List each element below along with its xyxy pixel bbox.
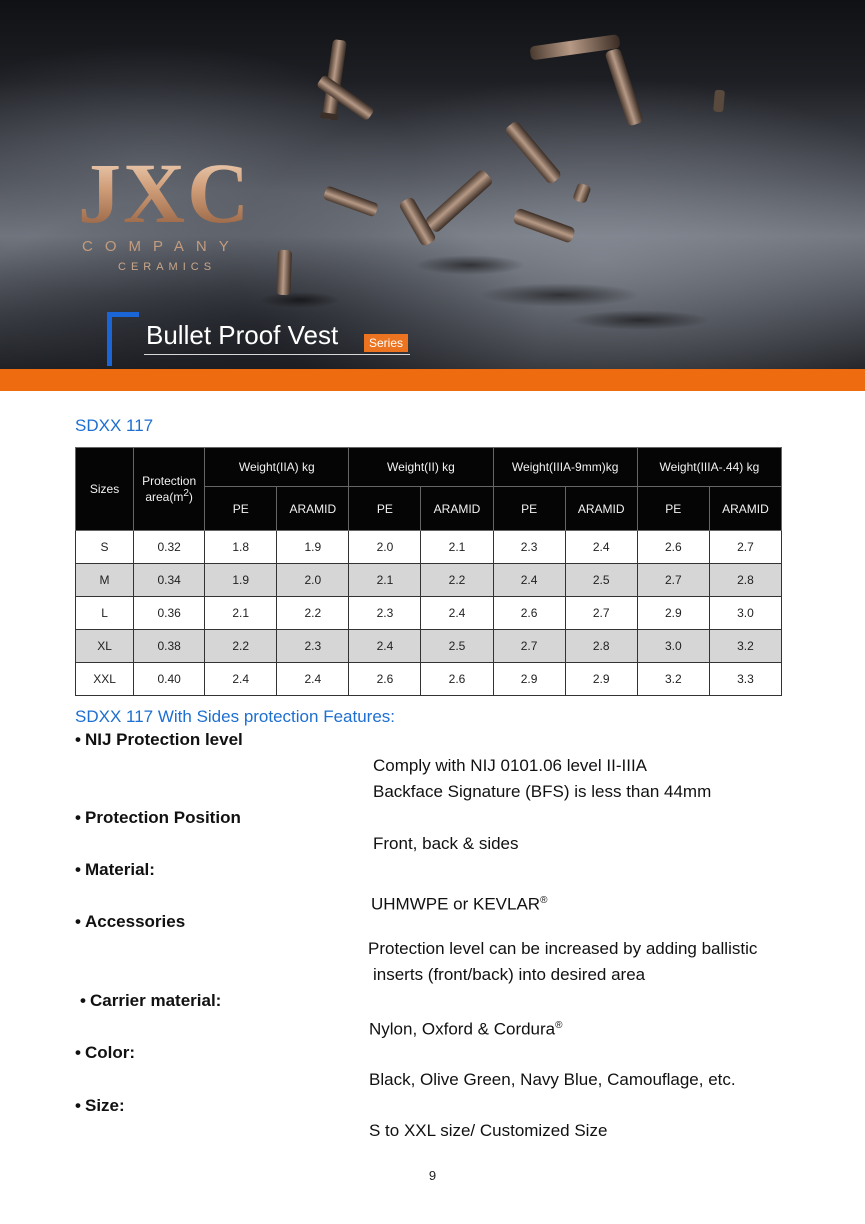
subheader-aramid: ARAMID (709, 487, 781, 531)
weight-cell: 1.9 (277, 531, 349, 564)
page-number: 9 (428, 1168, 437, 1183)
feature-value-text: UHMWPE or KEVLAR (371, 894, 541, 914)
weight-cell: 2.7 (709, 531, 781, 564)
feature-label-text: Color: (85, 1043, 136, 1062)
weight-cell: 1.9 (205, 564, 277, 597)
weight-cell: 2.9 (565, 663, 637, 696)
subheader-aramid: ARAMID (277, 487, 349, 531)
weight-cell: 2.3 (493, 531, 565, 564)
header-sizes: Sizes (76, 448, 134, 531)
weight-cell: 2.9 (493, 663, 565, 696)
area-cell: 0.34 (134, 564, 205, 597)
weight-cell: 2.4 (349, 630, 421, 663)
weight-cell: 3.2 (709, 630, 781, 663)
weight-cell: 2.4 (277, 663, 349, 696)
weight-cell: 2.7 (565, 597, 637, 630)
feature-value-line: Backface Signature (BFS) is less than 44mm (373, 782, 712, 801)
header-area-suffix: ) (188, 490, 193, 504)
weight-cell: 2.1 (205, 597, 277, 630)
header-group: Weight(IIA) kg (205, 448, 349, 487)
header-protection-area (134, 448, 205, 531)
weight-cell: 2.3 (277, 630, 349, 663)
size-cell: XL (76, 630, 134, 663)
feature-value-color: Black, Olive Green, Navy Blue, Camouflage, etc. (369, 1070, 736, 1089)
feature-label-carrier (80, 991, 221, 1011)
registered-mark: ® (540, 895, 548, 906)
size-cell: XXL (76, 663, 134, 696)
series-title: Bullet Proof Vest (146, 320, 339, 350)
weight-cell: 2.1 (349, 564, 421, 597)
weight-cell: 3.2 (637, 663, 709, 696)
weight-cell: 2.6 (493, 597, 565, 630)
feature-value-line: inserts (front/back) into desired area (373, 965, 646, 984)
bullet-icon: • (75, 1043, 81, 1062)
subheader-pe: PE (493, 487, 565, 531)
weight-cell: 2.2 (421, 564, 493, 597)
weight-cell: 3.0 (709, 597, 781, 630)
table-body (76, 531, 782, 696)
weight-cell: 2.4 (421, 597, 493, 630)
weight-cell: 2.7 (493, 630, 565, 663)
feature-label-text: NIJ Protection level (85, 730, 243, 749)
header-group: Weight(IIIA-.44) kg (637, 448, 781, 487)
subheader-pe: PE (637, 487, 709, 531)
area-cell: 0.36 (134, 597, 205, 630)
area-cell: 0.32 (134, 531, 205, 564)
weight-spec-table (75, 447, 782, 696)
feature-value-nij (373, 753, 711, 805)
weight-cell: 2.1 (421, 531, 493, 564)
subheader-pe: PE (349, 487, 421, 531)
bullet-icon: • (75, 860, 81, 879)
weight-cell: 2.5 (565, 564, 637, 597)
feature-label-text: Size: (85, 1096, 125, 1115)
weight-cell: 2.2 (205, 630, 277, 663)
weight-cell: 2.6 (421, 663, 493, 696)
feature-label-size (75, 1096, 125, 1116)
weight-cell: 2.3 (349, 597, 421, 630)
area-cell: 0.40 (134, 663, 205, 696)
size-cell: M (76, 564, 134, 597)
feature-value-accessories (368, 936, 757, 988)
series-bracket-decoration (107, 312, 139, 366)
company-logo: JXC (78, 145, 252, 241)
header-group: Weight(IIIA-9mm)kg (493, 448, 637, 487)
series-underline (144, 354, 410, 355)
area-cell: 0.38 (134, 630, 205, 663)
table-row (76, 597, 782, 630)
size-cell: S (76, 531, 134, 564)
weight-cell: 2.6 (637, 531, 709, 564)
logo-company-text: COMPANY (82, 238, 241, 255)
subheader-aramid: ARAMID (421, 487, 493, 531)
weight-cell: 2.9 (637, 597, 709, 630)
logo-ceramics-text: CERAMICS (118, 261, 217, 273)
bullet-icon: • (75, 912, 81, 931)
header-area-text: Protection area(m (142, 474, 197, 504)
feature-label-accessories (75, 912, 185, 932)
table-row (76, 663, 782, 696)
bullet-icon: • (80, 991, 86, 1010)
feature-label-position (75, 808, 241, 828)
feature-label-text: Carrier material: (90, 991, 222, 1010)
weight-cell: 3.0 (637, 630, 709, 663)
weight-cell: 2.4 (565, 531, 637, 564)
registered-mark: ® (555, 1020, 563, 1031)
weight-cell: 2.8 (709, 564, 781, 597)
table-row (76, 564, 782, 597)
feature-label-text: Material: (85, 860, 155, 879)
subheader-pe: PE (205, 487, 277, 531)
bullet-icon: • (75, 1096, 81, 1115)
feature-value-carrier (369, 1013, 563, 1043)
weight-cell: 2.6 (349, 663, 421, 696)
feature-value-position: Front, back & sides (373, 834, 519, 853)
weight-cell: 2.2 (277, 597, 349, 630)
weight-cell: 2.4 (493, 564, 565, 597)
feature-value-text: Nylon, Oxford & Cordura (369, 1019, 556, 1039)
weight-cell: 2.4 (205, 663, 277, 696)
subheader-aramid: ARAMID (565, 487, 637, 531)
weight-cell: 1.8 (205, 531, 277, 564)
feature-label-nij (75, 730, 243, 750)
weight-cell: 2.5 (421, 630, 493, 663)
features-title: SDXX 117 With Sides protection Features: (75, 707, 396, 726)
weight-cell: 2.0 (349, 531, 421, 564)
table-row (76, 630, 782, 663)
header-group: Weight(II) kg (349, 448, 493, 487)
size-cell: L (76, 597, 134, 630)
weight-cell: 3.3 (709, 663, 781, 696)
series-badge: Series (364, 334, 408, 352)
feature-value-size: S to XXL size/ Customized Size (369, 1121, 608, 1140)
feature-value-line: Comply with NIJ 0101.06 level II-IIIA (373, 756, 648, 775)
weight-cell: 2.0 (277, 564, 349, 597)
feature-value-line: Protection level can be increased by adding ballistic (368, 939, 758, 958)
weight-cell: 2.8 (565, 630, 637, 663)
header-area-sup: 2 (183, 488, 189, 499)
feature-value-material (371, 888, 547, 918)
feature-label-material (75, 860, 155, 880)
table-row (76, 531, 782, 564)
bullet-icon: • (75, 730, 81, 749)
orange-divider-band (0, 369, 865, 391)
feature-label-text: Accessories (85, 912, 186, 931)
feature-label-text: Protection Position (85, 808, 241, 827)
bullet-icon: • (75, 808, 81, 827)
feature-label-color (75, 1043, 135, 1063)
header-banner (0, 0, 865, 369)
weight-cell: 2.7 (637, 564, 709, 597)
model-title: SDXX 117 (75, 416, 154, 435)
